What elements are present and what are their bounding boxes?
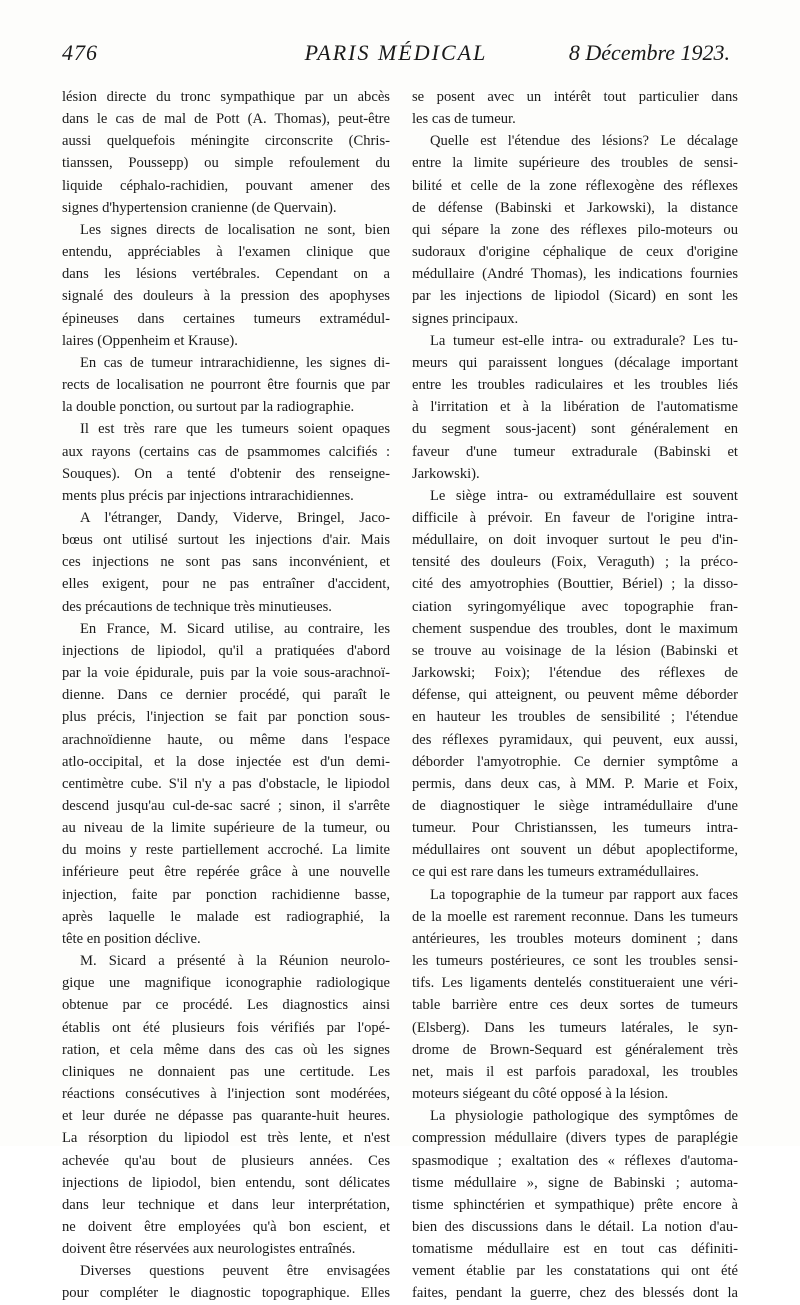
text-line: sudoraux d'origine céphalique de ceux d'origine (412, 244, 738, 261)
text-line: dans les lésions vertébrales. Cependant on a (62, 266, 390, 283)
text-line: en hauteur les troubles de sensibilité ; l'étendue (412, 709, 738, 726)
text-line: achevée qu'au bout de plusieurs années. Ces (62, 1152, 390, 1169)
text-line: se posent avec un intérêt tout particulier dans (412, 89, 738, 105)
left-column (62, 86, 390, 1305)
text-line: elles exigent, pour ne pas entraîner d'accident, (62, 576, 390, 593)
text-line: pour compléter le diagnostic topographique. Elles (62, 1285, 390, 1302)
text-line: les cas de tumeur. (412, 111, 516, 128)
text-line: injections de lipiodol, bien entendu, sont délicates (62, 1174, 390, 1191)
text-line: dans le cas de mal de Pott (A. Thomas), peut-être (62, 111, 390, 128)
text-line: plus précis, l'injection se fait par ponction sous- (62, 709, 390, 726)
text-line: M. Sicard a présenté à la Réunion neurolo- (80, 953, 390, 970)
journal-title: PARIS MÉDICAL (304, 40, 488, 65)
text-line: faveur d'une tumeur extradurale (Babinski et (412, 443, 738, 460)
text-line: Le siège intra- ou extramédullaire est souvent (430, 487, 738, 504)
text-line: tisme médullaire », signe de Babinski ; automa- (412, 1174, 738, 1191)
text-line: centimètre cube. S'il n'y a pas d'obstacle, le lipiodol (62, 775, 390, 792)
text-line: chement suspendue des troubles, dont le maximum (412, 620, 738, 637)
text-line: bien des discussions dans le détail. La notion d'au- (412, 1218, 738, 1235)
right-column (412, 86, 738, 1305)
text-line: médullaires ont souvent un début apoplectiforme, (412, 842, 738, 859)
text-line: déborder l'amyotrophie. Ce dernier symptôme a (412, 753, 738, 770)
text-line: Jarkowski; Foix); l'étendue des réflexes de (412, 665, 738, 682)
text-line: par la voie épidurale, puis par la voie sous-arachnoï- (62, 665, 390, 682)
text-line: meurs qui paraissent longues (décalage important (412, 354, 738, 371)
text-line: établis ont été plusieurs fois vérifiés par l'opé- (62, 1019, 390, 1036)
text-line: Souques). On a tenté d'obtenir des renseigne- (62, 465, 390, 482)
text-line: difficile à prévoir. En faveur de l'origine intra- (412, 509, 738, 526)
text-line: compression médullaire (divers types de paraplégie (412, 1130, 738, 1147)
text-line: Diverses questions peuvent être envisagées (80, 1263, 390, 1280)
text-line: injection, faite par ponction rachidienne basse, (62, 886, 390, 903)
text-line: spasmodique ; exaltation des « réflexes d'automa- (412, 1152, 738, 1169)
text-line: antérieures, les troubles moteurs dominent ; dans (412, 930, 738, 947)
text-line: (Elsberg). Dans les tumeurs latérales, le syn- (412, 1019, 738, 1036)
text-line: à l'irritation et à la libération de l'automatisme (412, 399, 738, 416)
text-line: Jarkowski). (412, 465, 480, 482)
text-line: aussi quelquefois méningite circonscrite (Chris- (62, 133, 390, 150)
text-line: tianssen, Poussepp) ou simple refoulement du (62, 155, 390, 172)
text-line: ciation syringomyélique avec topographie fran- (412, 598, 738, 615)
text-line: faites, pendant la guerre, chez des blessés dont la (412, 1285, 738, 1302)
text-line: La physiologie pathologique des symptômes de (430, 1108, 738, 1125)
text-line: drome de Brown-Sequard est généralement très (412, 1041, 738, 1058)
text-line: dienne. Dans ce dernier procédé, qui paraît le (62, 687, 390, 704)
issue-date: 8 Décembre 1923. (568, 40, 730, 65)
text-line: ces injections ne sont pas sans inconvénient, et (62, 554, 390, 571)
text-line: Quelle est l'étendue des lésions? Le décalage (430, 133, 738, 150)
text-line: réactions consécutives à l'injection sont modérées, (62, 1086, 390, 1103)
text-line: épineuses dans certaines tumeurs extramédul- (62, 310, 390, 327)
text-line: moteurs siégeant du côté opposé à la lésion. (412, 1086, 669, 1103)
text-line: tensité des douleurs (Foix, Veraguth) ; la préco- (412, 554, 738, 571)
text-line: En cas de tumeur intrarachidienne, les signes di- (80, 354, 390, 371)
text-line: lésion directe du tronc sympathique par un abcès (62, 89, 390, 105)
text-line: des précautions de technique très minutieuses. (62, 598, 332, 615)
text-line: ments plus précis par injections intrarachidiennes. (62, 487, 354, 504)
text-line: se trouve au voisinage de la lésion (Babinski et (412, 642, 738, 659)
text-line: entendu, appréciables à l'examen clinique que (62, 244, 390, 261)
text-line: La tumeur est-elle intra- ou extradurale? Les tu- (430, 332, 738, 349)
text-line: arachnoïdienne haute, ou même dans l'espace (62, 731, 390, 748)
text-line: signes d'hypertension cranienne (de Quervain). (62, 199, 337, 216)
text-line: gique une magnifique iconographie radiologique (62, 975, 390, 992)
text-line: net, mais il est parfois paradoxal, les troubles (412, 1063, 738, 1080)
text-line: doivent être réservées aux neurologistes entraînés. (62, 1241, 356, 1258)
text-line: des réflexes pyramidaux, qui peuvent, eux aussi, (412, 731, 738, 748)
text-line: tumeur. Pour Christianssen, les tumeurs intra- (412, 820, 738, 837)
text-line: ration, et cela même dans des cas où les signes (62, 1041, 390, 1058)
text-line: La topographie de la tumeur par rapport aux faces (430, 886, 738, 903)
page-number: 476 (62, 40, 98, 65)
text-line: de la moelle est rarement reconnue. Dans les tumeurs (412, 908, 738, 925)
text-line: obtenue par ce procédé. Les diagnostics ainsi (62, 997, 390, 1014)
text-line: les tumeurs postérieures, ce sont les troubles sensi- (412, 953, 738, 970)
text-line: entre les troubles radiculaires et les troubles liés (412, 377, 738, 394)
running-header (62, 40, 730, 74)
text-line: bœus ont utilisé surtout les injections d'air. Mais (62, 532, 390, 549)
text-line: au niveau de la limite supérieure de la tumeur, ou (62, 820, 390, 837)
text-line: médullaire (André Thomas), les indications fournies (412, 266, 738, 283)
text-line: Il est très rare que les tumeurs soient opaques (80, 421, 390, 438)
text-line: vement établie par les constatations qui ont été (412, 1263, 738, 1280)
text-line: La résorption du lipiodol est très lente, et n'est (62, 1130, 390, 1147)
text-line: après laquelle le malade est radiographié, la (62, 908, 390, 925)
text-line: entre la limite supérieure des troubles de sensi- (412, 155, 738, 172)
text-line: médullaire, on doit invoquer surtout le peu d'in- (412, 532, 738, 549)
text-line: tête en position déclive. (62, 930, 201, 947)
text-line: ce qui est rare dans les tumeurs extramédullaires. (412, 864, 699, 881)
text-line: tomatisme médullaire est en tout cas définiti- (412, 1241, 738, 1258)
text-line: rects de localisation ne pourront être fournis que par (62, 377, 390, 394)
text-line: cité des amyotrophies (Bouttier, Bériel) ; la disso- (412, 576, 738, 593)
text-line: du moins y reste partiellement accroché. La limite (62, 842, 390, 859)
text-line: de défense (Babinski et Jarkowski), la distance (412, 199, 738, 216)
text-line: du segment sous-jacent) sont généralement en (412, 421, 738, 438)
text-line: atlo-occipital, et la dose injectée est d'un demi- (62, 753, 390, 770)
text-line: la double ponction, ou surtout par la radiographie. (62, 399, 355, 416)
text-line: tifs. Les ligaments dentelés constitueraient une véri- (412, 975, 738, 992)
text-line: tisme sphinctérien et sympathique) prête encore à (412, 1196, 738, 1213)
text-line: ne doivent être employées qu'à bon escient, et (62, 1218, 390, 1235)
text-line: signalé des douleurs à la pression des apophyses (62, 288, 390, 305)
text-line: Les signes directs de localisation ne sont, bien (80, 221, 390, 238)
text-line: laires (Oppenheim et Krause). (62, 332, 238, 349)
text-line: table barrière entre ces deux sortes de tumeurs (412, 997, 738, 1014)
text-line: cliniques ne donnaient pas une certitude. Les (62, 1063, 390, 1080)
text-line: dans leur technique et dans leur interprétation, (62, 1196, 390, 1213)
text-line: aux rayons (certains cas de psammomes calcifiés : (62, 443, 390, 460)
text-line: par les injections de lipiodol (Sicard) en sont les (412, 288, 738, 305)
text-line: En France, M. Sicard utilise, au contraire, les (80, 620, 390, 637)
text-line: qui sépare la zone des réflexes pilo-moteurs ou (412, 221, 738, 238)
text-line: signes principaux. (412, 310, 519, 327)
text-line: inférieure peut être repérée grâce à une nouvelle (62, 864, 390, 881)
text-line: descend jusqu'au cul-de-sac sacré ; sinon, il s'arrête (62, 798, 390, 814)
text-line: bilité et celle de la zone réflexogène des réflexes (412, 177, 738, 194)
text-line: liquide céphalo-rachidien, pouvant amener des (62, 177, 390, 194)
text-line: de diagnostiquer le siège intramédullaire d'une (412, 798, 738, 814)
text-line: A l'étranger, Dandy, Viderve, Bringel, Jaco- (80, 509, 390, 526)
text-line: injections de lipiodol, qu'il a pratiquées d'abord (62, 642, 390, 659)
text-line: défense, qui atteignent, ou peuvent même déborder (412, 687, 738, 704)
text-line: permis, dans deux cas, à MM. P. Marie et Foix, (412, 775, 738, 792)
text-line: et leur durée ne dépasse pas quarante-huit heures. (62, 1108, 390, 1125)
